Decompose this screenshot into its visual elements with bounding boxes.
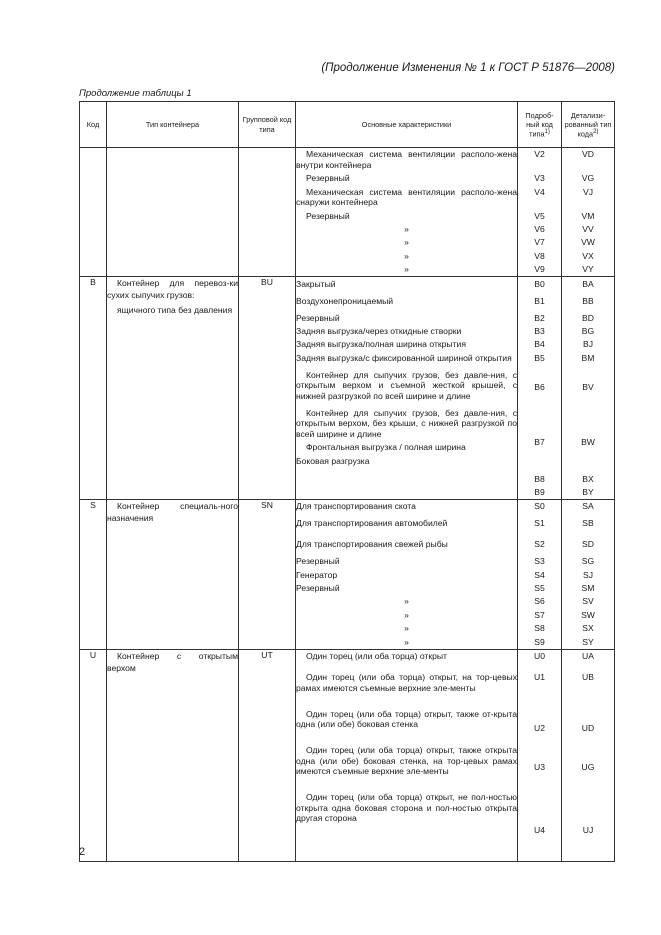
group-u-codes xyxy=(518,649,562,861)
detail-code: U1 xyxy=(534,671,545,682)
list-item: Резервный xyxy=(306,210,350,221)
detail-code: B0 xyxy=(534,278,545,289)
list-item: Один торец (или оба торца) открыт xyxy=(306,650,447,661)
group-b-characteristics xyxy=(296,277,518,500)
list-item: Для транспортирования автомобилей xyxy=(296,518,448,529)
list-item: Резервный xyxy=(296,583,340,594)
detail-code: S6 xyxy=(534,596,545,607)
col-header-detail-code xyxy=(518,102,562,148)
spec-code: SY xyxy=(582,636,594,647)
detail-code: B7 xyxy=(534,436,545,447)
detail-code: V3 xyxy=(534,173,545,184)
list-item: Один торец (или оба торца) открыт, также от-крыта одна (или обе) боковая стенка xyxy=(296,708,517,730)
group-u-code: U xyxy=(80,649,107,861)
spec-code: BD xyxy=(582,312,594,323)
detail-code: B5 xyxy=(534,352,545,363)
list-item: » xyxy=(404,623,409,634)
detail-code: U3 xyxy=(534,761,545,772)
detail-code: B4 xyxy=(534,339,545,350)
group-v-specs xyxy=(562,148,615,277)
spec-code: BV xyxy=(582,381,594,392)
list-item: Для транспортирования свежей рыбы xyxy=(296,539,448,550)
group-s-type-cell xyxy=(107,500,239,650)
table-group-s xyxy=(80,500,615,650)
list-item: Резервный xyxy=(296,312,340,323)
detail-code: V7 xyxy=(534,237,545,248)
list-item: Резервный xyxy=(296,556,340,567)
spec-code: UD xyxy=(581,722,595,733)
detail-code: S7 xyxy=(534,609,545,620)
spec-code: UJ xyxy=(582,824,594,835)
list-item: » xyxy=(404,264,409,275)
group-b-specs xyxy=(562,277,615,500)
spec-code: UA xyxy=(582,650,594,661)
detail-code: U0 xyxy=(534,650,545,661)
list-item: Фронтальная выгрузка / полная ширина xyxy=(306,442,466,453)
group-u-characteristics xyxy=(296,649,518,861)
detail-code: S4 xyxy=(534,569,545,580)
group-b-type: Контейнер для перевоз-ки сухих сыпучих грузов: xyxy=(107,278,238,301)
group-s-specs xyxy=(562,500,615,650)
list-item: Для транспортирования скота xyxy=(296,501,416,512)
list-item: Один торец (или оба торца) открыт, на тор-цевых рамах имеются съемные верхние эле-менты xyxy=(296,671,517,693)
detail-code: B2 xyxy=(534,312,545,323)
spec-code: SV xyxy=(582,596,594,607)
detail-code: S8 xyxy=(534,623,545,634)
spec-code: SD xyxy=(582,539,594,550)
footnote-1-mark: 1) xyxy=(544,128,550,135)
detail-code: B1 xyxy=(534,295,545,306)
detail-code: B6 xyxy=(534,381,545,392)
list-item: » xyxy=(404,636,409,647)
spec-code: UG xyxy=(581,761,595,772)
group-b-type-cell xyxy=(107,277,239,500)
table-group-u xyxy=(80,649,615,861)
list-item: » xyxy=(404,609,409,620)
group-s-type: Контейнер специаль-ного назначения xyxy=(107,501,238,524)
group-b-groupcode: BU xyxy=(239,277,296,500)
detail-code: B9 xyxy=(534,487,545,498)
group-s-codes xyxy=(518,500,562,650)
spec-code: BA xyxy=(582,278,594,289)
group-v-characteristics xyxy=(296,148,518,277)
group-s-groupcode: SN xyxy=(239,500,296,650)
list-item: Один торец (или оба торца) открыт, также открыта одна (или обе) боковая стенка, на тор-цевых рамах имеются съемные верхние эле-менты xyxy=(296,745,517,777)
table-header-row xyxy=(80,102,615,148)
list-item: Закрытый xyxy=(296,278,336,289)
spec-code: BW xyxy=(581,436,595,447)
group-b-type-sub: ящичного типа без давления xyxy=(117,305,233,316)
detail-code: S5 xyxy=(534,583,545,594)
spec-code: VY xyxy=(582,264,594,275)
detail-code: V9 xyxy=(534,264,545,275)
spec-code: BX xyxy=(582,473,594,484)
spec-code: VG xyxy=(581,173,595,184)
col-header-spec-code xyxy=(562,102,615,148)
list-item: » xyxy=(404,237,409,248)
list-item: » xyxy=(404,250,409,261)
detail-code: B8 xyxy=(534,473,545,484)
spec-code: VM xyxy=(581,210,595,221)
list-item: Контейнер для сыпучих грузов, без давле-ния, с открытым верхом, без крыши, с нижней разгрузкой по всей ширине и длине xyxy=(296,407,517,440)
list-item: Механическая система вентиляции располо-жена снаружи контейнера xyxy=(296,186,517,208)
group-u-type: Контейнер с открытым верхом xyxy=(107,650,238,673)
table-group-v xyxy=(80,148,615,277)
cell-spacer xyxy=(518,837,561,861)
footnote-2-mark: 2) xyxy=(593,128,599,135)
detail-code: V6 xyxy=(534,224,545,235)
spec-code-label: Детализи-рованный тип кода xyxy=(564,110,612,139)
spec-code: SB xyxy=(582,518,594,529)
detail-code: S2 xyxy=(534,539,545,550)
spec-code: BY xyxy=(582,487,594,498)
col-header-characteristics: Основные характеристики xyxy=(296,102,518,148)
group-v-codes xyxy=(518,148,562,277)
group-u-type-cell xyxy=(107,649,239,861)
detail-code: U2 xyxy=(534,722,545,733)
group-v-groupcode-cell xyxy=(239,148,296,277)
col-header-group-code: Групповой код типа xyxy=(239,102,296,148)
spec-code: SA xyxy=(582,501,594,512)
list-item: Задняя выгрузка/через откидные створки xyxy=(296,325,462,336)
col-header-code: Код xyxy=(80,102,107,148)
detail-code: V5 xyxy=(534,210,545,221)
spec-code: SJ xyxy=(582,569,594,580)
list-item: Механическая система вентиляции располо-жена внутри контейнера xyxy=(296,149,517,170)
list-item: » xyxy=(404,596,409,607)
spec-code: VD xyxy=(582,149,594,160)
spec-code: VJ xyxy=(582,186,594,197)
group-s-code: S xyxy=(80,500,107,650)
list-item: Генератор xyxy=(296,569,338,580)
spec-code: SW xyxy=(581,609,595,620)
detail-code: V4 xyxy=(534,186,545,197)
table-group-b xyxy=(80,277,615,500)
table-continuation-title: Продолжение таблицы 1 xyxy=(79,88,192,99)
col-header-type: Тип контейнера xyxy=(107,102,239,148)
list-item: Воздухонепроницаемый xyxy=(296,295,394,306)
list-item: Резервный xyxy=(306,173,350,184)
spec-code: SG xyxy=(581,556,595,567)
group-u-groupcode: UT xyxy=(239,649,296,861)
group-b-codes xyxy=(518,277,562,500)
spec-code: BB xyxy=(582,295,594,306)
group-s-characteristics xyxy=(296,500,518,650)
group-b-code: B xyxy=(80,277,107,500)
detail-code: B3 xyxy=(534,325,545,336)
detail-code: S0 xyxy=(534,501,545,512)
spec-code: BG xyxy=(581,325,595,336)
detail-code: V2 xyxy=(534,149,545,160)
spec-code: VX xyxy=(582,250,594,261)
group-v-type-cell xyxy=(107,148,239,277)
list-item: Задняя выгрузка/полная ширина открытия xyxy=(296,339,466,350)
spec-code: SX xyxy=(582,623,594,634)
list-item: » xyxy=(404,224,409,235)
detail-code: U4 xyxy=(534,824,545,835)
detail-code: S3 xyxy=(534,556,545,567)
spec-code: UB xyxy=(582,671,594,682)
spec-code: BJ xyxy=(582,339,594,350)
container-type-table xyxy=(79,101,615,862)
document-header: (Продолжение Изменения № 1 к ГОСТ Р 51876—2008) xyxy=(321,62,615,74)
list-item: Боковая разгрузка xyxy=(296,455,370,466)
page-number: 2 xyxy=(79,846,86,858)
detail-code: S9 xyxy=(534,636,545,647)
group-v-code-cell xyxy=(80,148,107,277)
list-item: Один торец (или оба торца) открыт, не пол-ностью открыта одна боковая сторона и пол-ностью открыта другая сторона xyxy=(296,792,517,824)
detail-code: V8 xyxy=(534,250,545,261)
detail-code: S1 xyxy=(534,518,545,529)
list-item: Задняя выгрузка/с фиксированной шириной открытия xyxy=(296,352,512,363)
spec-code: VV xyxy=(582,224,594,235)
spec-code: SM xyxy=(581,583,595,594)
group-u-specs xyxy=(562,649,615,861)
detail-code-label: Подроб-ный код типа xyxy=(525,110,554,139)
spec-code: BM xyxy=(581,352,595,363)
spec-code: VW xyxy=(581,237,595,248)
list-item: Контейнер для сыпучих грузов, без давле-ния, с открытым верхом и съемной жесткой крышей, с нижней разгрузкой по всей ширине и длине xyxy=(296,369,517,401)
